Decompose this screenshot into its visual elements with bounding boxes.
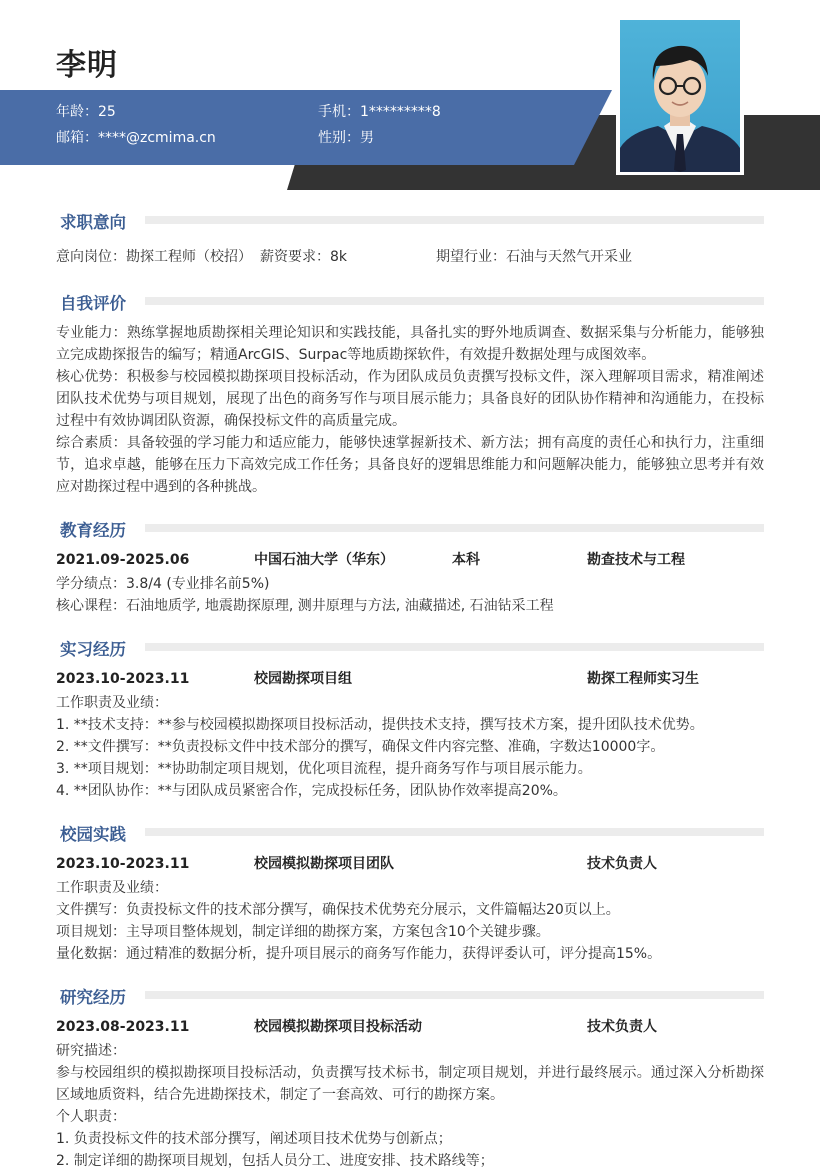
age-info: 年龄：25 [56, 104, 116, 120]
internship-role: 勘探工程师实习生 [587, 671, 699, 687]
research-duty-heading: 个人职责： [56, 1109, 126, 1125]
self-eval-professional: 专业能力：熟练掌握地质勘探相关理论知识和实践技能，具备扎实的野外地质调查、数据采集与分析能力，能够独立完成勘探报告的编写；精通ArcGIS、Surpac等地质勘探软件，有效提升数据处理与成图效率。 [56, 325, 764, 363]
research-desc: 参与校园组织的模拟勘探项目投标活动，负责撰写技术标书，制定项目规划，并进行最终展示。通过深入分析勘探区域地质资料，结合先进勘探技术，制定了一套高效、可行的勘探方案。 [56, 1065, 764, 1103]
section-divider [145, 991, 764, 999]
campus-item: 文件撰写：负责投标文件的技术部分撰写，确保技术优势充分展示，文件篇幅达20页以上。 [56, 902, 620, 918]
self-eval-advantage: 核心优势：积极参与校园模拟勘探项目投标活动，作为团队成员负责撰写投标文件，深入理解项目需求，精准阐述团队技术优势与项目规划，展现了出色的商务写作与项目展示能力；具备良好的团队协作精神和沟通能力，在投标过程中有效协调团队资源，确保投标文件的高质量完成。 [56, 369, 764, 429]
research-org: 校园模拟勘探项目投标活动 [254, 1019, 422, 1035]
campus-org: 校园模拟勘探项目团队 [254, 856, 394, 872]
section-title-intent: 求职意向 [60, 209, 136, 233]
education-school: 中国石油大学（华东） [254, 552, 394, 568]
email-info: 邮箱：****@zcmima.cn [56, 130, 216, 146]
self-eval-quality: 综合素质：具备较强的学习能力和适应能力，能够快速掌握新技术、新方法；拥有高度的责任心和执行力，注重细节，追求卓越，能够在压力下高效完成工作任务；具备良好的逻辑思维能力和问题解决能力，能够独立思考并有效应对勘探过程中遇到的各种挑战。 [56, 435, 764, 495]
section-divider [145, 643, 764, 651]
person-avatar-icon [620, 20, 740, 172]
education-courses: 核心课程：石油地质学, 地震勘探原理, 测井原理与方法, 油藏描述, 石油钻采工程 [56, 598, 554, 614]
intent-salary: 薪资要求：8k [260, 249, 348, 265]
campus-heading: 工作职责及业绩： [56, 880, 168, 896]
intent-industry: 期望行业：石油与天然气开采业 [436, 249, 632, 265]
internship-heading: 工作职责及业绩： [56, 695, 168, 711]
education-degree: 本科 [452, 552, 480, 568]
research-duty: 1. 负责投标文件的技术部分撰写，阐述项目技术优势与创新点； [56, 1131, 452, 1147]
profile-photo [620, 20, 740, 172]
section-title-campus: 校园实践 [60, 821, 136, 845]
candidate-name: 李明 [56, 48, 118, 83]
internship-date: 2023.10-2023.11 [56, 671, 190, 687]
education-major: 勘查技术与工程 [587, 552, 685, 568]
phone-info: 手机：1*********8 [318, 104, 441, 120]
education-gpa: 学分绩点：3.8/4 (专业排名前5%) [56, 576, 270, 592]
research-role: 技术负责人 [587, 1019, 657, 1035]
section-title-internship: 实习经历 [60, 636, 136, 660]
campus-item: 项目规划：主导项目整体规划，制定详细的勘探方案，方案包含10个关键步骤。 [56, 924, 550, 940]
internship-item: 2. **文件撰写：**负责投标文件中技术部分的撰写，确保文件内容完整、准确，字数达10000字。 [56, 739, 665, 755]
profile-photo-frame [616, 17, 744, 175]
internship-org: 校园勘探项目组 [254, 671, 352, 687]
intent-position: 意向岗位：勘探工程师（校招） [56, 249, 252, 265]
section-divider [145, 828, 764, 836]
education-date: 2021.09-2025.06 [56, 552, 190, 568]
internship-item: 1. **技术支持：**参与校园模拟勘探项目投标活动，提供技术支持，撰写技术方案，提升团队技术优势。 [56, 717, 704, 733]
internship-item: 3. **项目规划：**协助制定项目规划，优化项目流程，提升商务写作与项目展示能力。 [56, 761, 592, 777]
section-title-education: 教育经历 [60, 517, 136, 541]
campus-date: 2023.10-2023.11 [56, 856, 190, 872]
campus-role: 技术负责人 [587, 856, 657, 872]
research-duty: 2. 制定详细的勘探项目规划，包括人员分工、进度安排、技术路线等； [56, 1153, 494, 1169]
internship-item: 4. **团队协作：**与团队成员紧密合作，完成投标任务，团队协作效率提高20%。 [56, 783, 567, 799]
section-divider [145, 524, 764, 532]
gender-info: 性别：男 [318, 130, 374, 146]
research-desc-heading: 研究描述： [56, 1043, 126, 1059]
campus-item: 量化数据：通过精准的数据分析，提升项目展示的商务写作能力，获得评委认可，评分提高15%。 [56, 946, 662, 962]
section-title-research: 研究经历 [60, 984, 136, 1008]
section-divider [145, 297, 764, 305]
section-title-self: 自我评价 [60, 290, 136, 314]
research-date: 2023.08-2023.11 [56, 1019, 190, 1035]
section-divider [145, 216, 764, 224]
